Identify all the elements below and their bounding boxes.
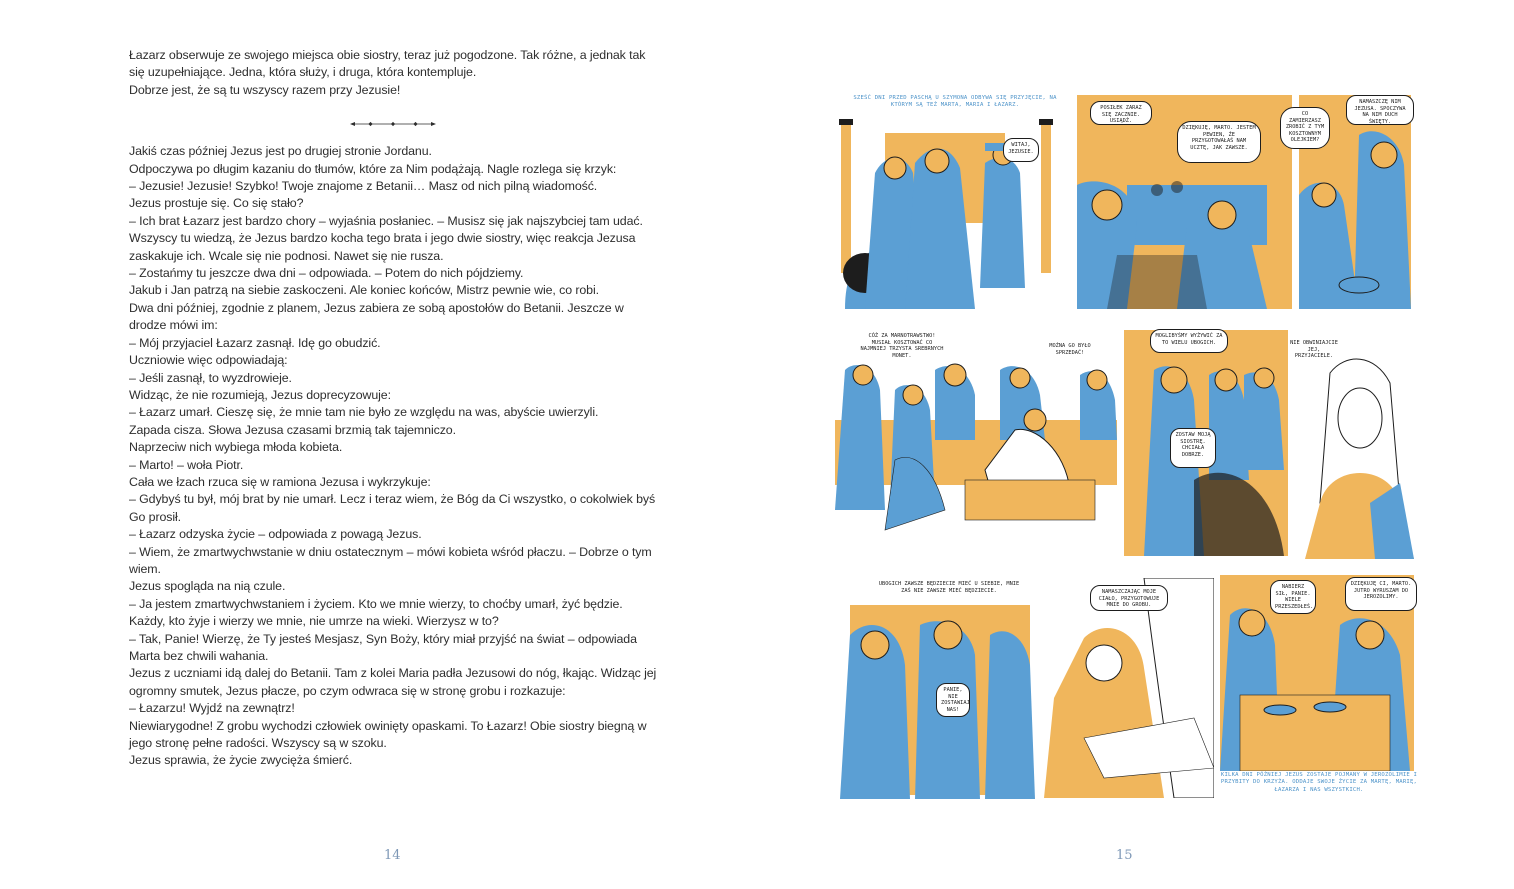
story-paragraph: – Wiem, że zmartwychwstanie w dniu ostatecznym – mówi kobieta wśród płaczu. – Dobrze o tym wiem. <box>129 544 652 576</box>
story-paragraph: Odpoczywa po długim kazaniu do tłumów, które za Nim podążają. Nagle rozlega się krzyk: <box>129 161 617 176</box>
story-paragraph: Jakiś czas później Jezus jest po drugiej stronie Jordanu. <box>129 144 432 159</box>
speech-bubble-ubogich: UBOGICH ZAWSZE BĘDZIECIE MIEĆ U SIEBIE, MNIE ZAŚ NIE ZAWSZE MIEĆ BĘDZIECIE. <box>878 581 1020 594</box>
speech-bubble-marnotrawstwo: CÓŻ ZA MARNOTRAWSTWO! MUSIAŁ KOSZTOWAĆ CO NAJMNIEJ TRZYSTA SREBRNYCH MONET. <box>860 333 944 359</box>
story-paragraph: – Jezusie! Jezusie! Szybko! Twoje znajome z Betanii… Masz od nich pilną wiadomość. <box>129 179 598 194</box>
story-paragraph: Cała we łzach rzuca się w ramiona Jezusa i wykrzykuje: <box>129 474 431 489</box>
caption-top: SZEŚĆ DNI PRZED PASCHĄ U SZYMONA ODBYWA SIĘ PRZYJĘCIE, NA KTÓRYM SĄ TEŻ MARTA, MARIA I ŁAZARZ. <box>853 95 1057 109</box>
speech-bubble-moglibysmy: MOGLIBYŚMY WYŻYWIĆ ZA TO WIELU UBOGICH. <box>1150 329 1228 353</box>
comic-panel-mary-kneeling <box>1044 578 1214 798</box>
section-divider-ornament <box>129 119 657 129</box>
speech-bubble-co-zamierzasz: CO ZAMIERZASZ ZROBIĆ Z TYM KOSZTOWNYM OLEJKIEM? <box>1280 107 1330 149</box>
story-paragraph: Naprzeciw nich wybiega młoda kobieta. <box>129 440 343 455</box>
story-paragraph: Wszyscy tu wiedzą, że Jezus bardzo kocha tego brata i jego dwie siostry, więc reakcja Jezusa zaskakuje ich. Wcale się nie podnosi. Nawet się nie rusza. <box>129 231 636 263</box>
intro-paragraph-2: Dobrze jest, że są tu wszyscy razem przy Jezusie! <box>129 82 401 97</box>
caption-bottom: KILKA DNI PÓŹNIEJ JEZUS ZOSTAJE POJMANY W JEROZOLIMIE I PRZYBITY DO KRZYŻA. ODDAJE SWOJE ŻYCIE ZA MARTĘ, MARIĘ, ŁAZARZA I NAS WSZYSTKICH. <box>1220 772 1418 793</box>
speech-bubble-dziekuje: DZIĘKUJĘ, MARTO. JESTEM PEWIEN, ŻE PRZYGOTOWAŁAŚ NAM UCZTĘ, JAK ZAWSZE. <box>1177 121 1261 163</box>
story-paragraph: Uczniowie więc odpowiadają: <box>129 353 288 368</box>
story-paragraph: Jezus prostuje się. Co się stało? <box>129 196 304 211</box>
story-paragraph: – Ich brat Łazarz jest bardzo chory – wyjaśnia posłaniec. – Musisz się jak najszybciej tam udać. <box>129 213 643 228</box>
story-paragraph: Jezus z uczniami idą dalej do Betanii. Tam z kolei Maria padła Jezusowi do nóg, łkając. Widząc jej ogromny smutek, Jezus płacze, po czym odwraca się w stronę grobu i rozkazuje: <box>129 666 657 698</box>
speech-bubble-mozna: MOŻNA GO BYŁO SPRZEDAĆ! <box>1049 343 1091 356</box>
story-paragraph: Widząc, że nie rozumieją, Jezus doprecyzowuje: <box>129 387 391 402</box>
speech-bubble-namaszczajac: NAMASZCZAJĄC MOJE CIAŁO, PRZYGOTOWUJE MNIE DO GROBU. <box>1090 585 1168 611</box>
speech-bubble-namaszcze: NAMASZCZĘ NIM JEZUSA. SPOCZYWA NA NIM DUCH ŚWIĘTY. <box>1346 95 1414 125</box>
page-number-left: 14 <box>384 848 401 863</box>
speech-bubble-zostaw: ZOSTAW MOJĄ SIOSTRĘ. CHCIAŁA DOBRZE. <box>1170 428 1216 468</box>
speech-bubble-posilek: POSIŁEK ZARAZ SIĘ ZACZNIE. USIĄDŹ. <box>1090 101 1152 125</box>
speech-bubble-witaj: WITAJ, JEZUSIE. <box>1003 138 1039 162</box>
story-paragraph: – Zostańmy tu jeszcze dwa dni – odpowiada. – Potem do nich pójdziemy. <box>129 266 524 281</box>
story-paragraph: – Gdybyś tu był, mój brat by nie umarł. Lecz i teraz wiem, że Bóg da Ci wszystko, o cokolwiek byś Go prosił. <box>129 492 656 524</box>
story-paragraph: – Mój przyjaciel Łazarz zasnął. Idę go obudzić. <box>129 335 381 350</box>
story-paragraph: Zapada cisza. Słowa Jezusa czasami brzmią tak tajemniczo. <box>129 422 456 437</box>
story-paragraph: Dwa dni później, zgodnie z planem, Jezus zabiera ze sobą apostołów do Betanii. Jeszcze w drodze mówi im: <box>129 300 624 333</box>
intro-paragraph-1: Łazarz obserwuje ze swojego miejsca obie siostry, teraz już pogodzone. Tak różne, a jednak tak się uzupełniające. Jedna, która służy, i druga, która kontempluje. <box>129 48 646 80</box>
comic-panel-jesus <box>1290 333 1414 559</box>
speech-bubble-panie-nie: PANIE, NIE ZOSTAWIAJ NAS! <box>936 683 970 717</box>
story-paragraphs <box>129 143 657 770</box>
panel-jesus-illustration <box>1290 333 1414 559</box>
story-paragraph: – Łazarz umarł. Cieszę się, że mnie tam nie było ze względu na was, abyście uwierzyli. <box>129 405 599 420</box>
story-paragraph: – Ja jestem zmartwychwstaniem i życiem. Kto we mnie wierzy, to choćby umarł, żyć będzie. Każdy, kto żyje i wierzy we mnie, nie umrze na wieki. Wierzysz w to? <box>129 596 623 629</box>
speech-bubble-nabierz: NABIERZ SIŁ, PANIE. WIELE PRZESZEDŁEŚ. <box>1270 580 1316 614</box>
panel-mary-illustration <box>1044 578 1214 798</box>
story-paragraph: – Tak, Panie! Wierzę, że Ty jesteś Mesjasz, Syn Boży, który miał przyjść na świat – odpowiada Marta bez chwili wahania. <box>129 631 637 663</box>
speech-bubble-dziekuje-ci: DZIĘKUJĘ CI, MARTO. JUTRO WYRUSZAM DO JEROZOLIMY. <box>1345 577 1417 611</box>
story-paragraph: Niewiarygodne! Z grobu wychodzi człowiek owinięty opaskami. To Łazarz! Obie siostry biegną w jego stronę pełne radości. Wszyscy są w szoku. <box>129 718 647 751</box>
speech-bubble-nie-obwiniajcie: NIE OBWINIAJCIE JEJ, PRZYJACIELE. <box>1290 340 1338 360</box>
page-number-right: 15 <box>1116 848 1133 863</box>
story-paragraph: – Marto! – woła Piotr. <box>129 457 244 472</box>
story-paragraph: Jezus spogląda na nią czule. <box>129 579 286 594</box>
comic-panel-poor <box>830 575 1040 799</box>
story-paragraph: – Łazarzu! Wyjdź na zewnątrz! <box>129 701 295 716</box>
story-paragraph: – Łazarz odzyska życie – odpowiada z powagą Jezus. <box>129 527 422 542</box>
left-page-text <box>129 47 657 770</box>
story-paragraph: – Jeśli zasnął, to wyzdrowieje. <box>129 370 292 385</box>
panel-poor-illustration <box>830 575 1040 799</box>
story-paragraph: Jakub i Jan patrzą na siebie zaskoczeni. Ale koniec końców, Mistrz pewnie wie, co robi. <box>129 283 599 298</box>
story-paragraph: Jezus sprawia, że życie zwycięża śmierć. <box>129 753 353 768</box>
